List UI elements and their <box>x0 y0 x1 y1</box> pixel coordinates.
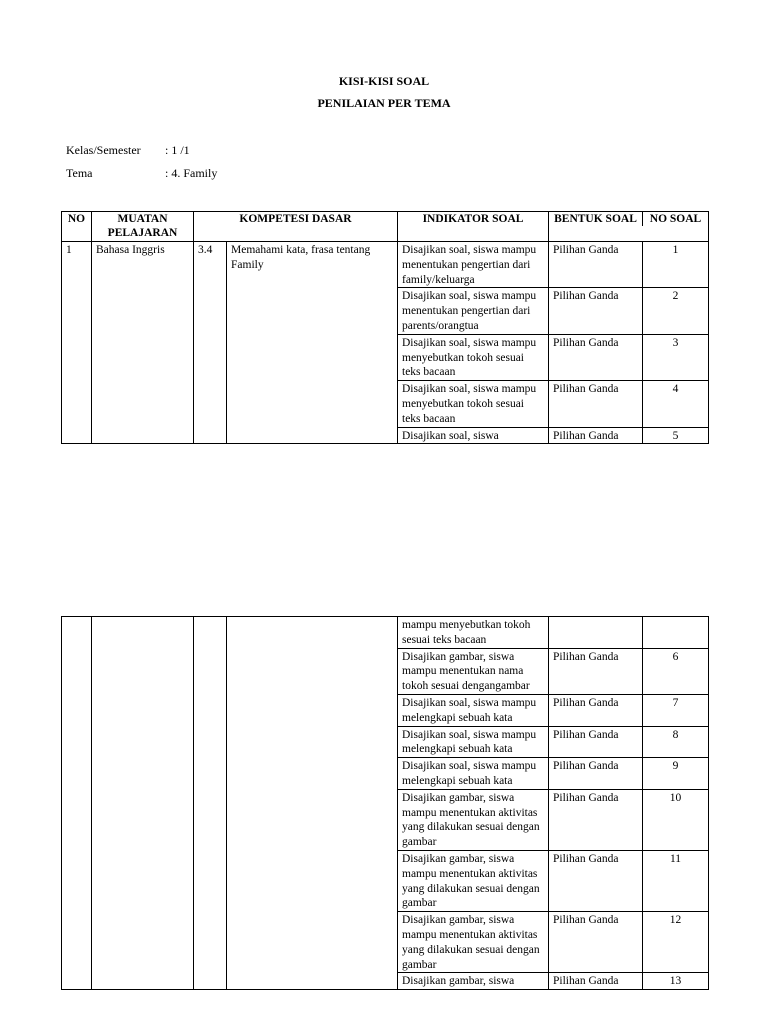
bentuk-soal-cell: Pilihan Ganda <box>549 789 643 850</box>
bentuk-soal-cell: Pilihan Ganda <box>549 427 643 444</box>
indikator-soal-cell: Disajikan soal, siswa mampu menentukan pengertian dari parents/orangtua <box>398 288 549 334</box>
indikator-soal-cell: mampu menyebutkan tokoh sesuai teks bacaan <box>398 617 549 649</box>
kd-code-cell <box>194 617 227 990</box>
header-indikator-soal: INDIKATOR SOAL <box>398 212 549 242</box>
no-soal-cell: 4 <box>643 381 709 427</box>
kisi-kisi-table-page-1 <box>61 211 709 444</box>
no-soal-cell: 6 <box>643 648 709 694</box>
bentuk-soal-cell <box>549 617 643 649</box>
no-cell: 1 <box>62 242 92 444</box>
bentuk-soal-cell: Pilihan Ganda <box>549 850 643 911</box>
kisi-kisi-table-page-2 <box>61 616 709 990</box>
bentuk-soal-cell: Pilihan Ganda <box>549 758 643 790</box>
document-subtitle: PENILAIAN PER TEMA <box>317 96 451 110</box>
no-soal-cell: 5 <box>643 427 709 444</box>
muatan-pelajaran-cell: Bahasa Inggris <box>92 242 194 444</box>
no-soal-cell: 10 <box>643 789 709 850</box>
document-title: KISI-KISI SOAL <box>338 74 430 88</box>
no-soal-cell: 3 <box>643 334 709 380</box>
indikator-soal-cell: Disajikan soal, siswa mampu menyebutkan tokoh sesuai teks bacaan <box>398 381 549 427</box>
indikator-soal-cell: Disajikan gambar, siswa mampu menentukan aktivitas yang dilakukan sesuai dengan gambar <box>398 850 549 911</box>
header-kompetensi-dasar: KOMPETESI DASAR <box>194 212 398 242</box>
indikator-soal-cell: Disajikan soal, siswa mampu melengkapi sebuah kata <box>398 758 549 790</box>
header-bentuk-soal-label: BENTUK SOAL <box>549 212 643 226</box>
bentuk-soal-cell: Pilihan Ganda <box>549 334 643 380</box>
no-soal-cell: 2 <box>643 288 709 334</box>
bentuk-soal-cell: Pilihan Ganda <box>549 648 643 694</box>
indikator-soal-cell: Disajikan soal, siswa <box>398 427 549 444</box>
indikator-soal-cell: Disajikan soal, siswa mampu melengkapi sebuah kata <box>398 726 549 758</box>
tema-label: Tema <box>66 166 93 180</box>
bentuk-soal-cell: Pilihan Ganda <box>549 912 643 973</box>
header-no: NO <box>62 212 92 242</box>
no-soal-cell: 1 <box>643 242 709 288</box>
kd-text-cell: Memahami kata, frasa tentang Family <box>227 242 398 444</box>
kelas-semester-value: : 1 /1 <box>165 143 190 157</box>
bentuk-soal-cell: Pilihan Ganda <box>549 973 643 990</box>
bentuk-soal-cell: Pilihan Ganda <box>549 694 643 726</box>
bentuk-soal-cell: Pilihan Ganda <box>549 726 643 758</box>
no-cell <box>62 617 92 990</box>
header-muatan-pelajaran: MUATAN PELAJARAN <box>92 212 194 242</box>
kelas-semester-label: Kelas/Semester <box>66 143 141 157</box>
tema-row <box>66 166 217 181</box>
no-soal-cell: 13 <box>643 973 709 990</box>
indikator-soal-cell: Disajikan soal, siswa mampu melengkapi sebuah kata <box>398 694 549 726</box>
tema-value: : 4. Family <box>165 166 218 180</box>
table-row <box>62 242 709 288</box>
bentuk-soal-cell: Pilihan Ganda <box>549 381 643 427</box>
indikator-soal-cell: Disajikan gambar, siswa mampu menentukan nama tokoh sesuai dengangambar <box>398 648 549 694</box>
bentuk-soal-cell: Pilihan Ganda <box>549 242 643 288</box>
no-soal-cell: 11 <box>643 850 709 911</box>
indikator-soal-cell: Disajikan soal, siswa mampu menyebutkan tokoh sesuai teks bacaan <box>398 334 549 380</box>
indikator-soal-cell: Disajikan soal, siswa mampu menentukan pengertian dari family/keluarga <box>398 242 549 288</box>
kd-code-cell: 3.4 <box>194 242 227 444</box>
kd-text-cell <box>227 617 398 990</box>
no-soal-cell <box>643 617 709 649</box>
no-soal-cell: 9 <box>643 758 709 790</box>
no-soal-cell: 8 <box>643 726 709 758</box>
no-soal-cell: 12 <box>643 912 709 973</box>
header-bentuk-soal <box>549 212 709 242</box>
table-row <box>62 617 709 649</box>
muatan-pelajaran-cell <box>92 617 194 990</box>
no-soal-cell: 7 <box>643 694 709 726</box>
indikator-soal-cell: Disajikan gambar, siswa mampu menentukan aktivitas yang dilakukan sesuai dengan gambar <box>398 789 549 850</box>
kelas-semester-row <box>66 143 190 158</box>
bentuk-soal-cell: Pilihan Ganda <box>549 288 643 334</box>
indikator-soal-cell: Disajikan gambar, siswa <box>398 973 549 990</box>
indikator-soal-cell: Disajikan gambar, siswa mampu menentukan aktivitas yang dilakukan sesuai dengan gambar <box>398 912 549 973</box>
header-no-soal: NO SOAL <box>649 213 702 225</box>
